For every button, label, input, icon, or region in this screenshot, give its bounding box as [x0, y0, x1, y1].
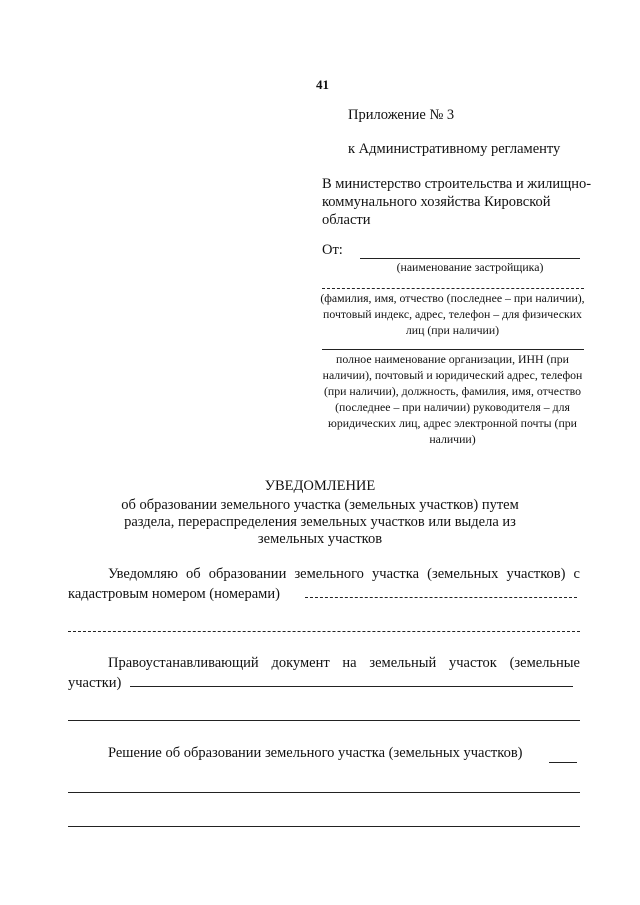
appendix-title: Приложение № 3	[348, 107, 455, 123]
cadastral-number-line[interactable]	[305, 597, 577, 598]
from-label: От:	[322, 242, 343, 258]
decision-short-line[interactable]	[549, 762, 577, 763]
notice-subtitle	[0, 497, 640, 548]
developer-caption: (наименование застройщика)	[396, 260, 544, 274]
notice-subtitle-text: об образовании земельного участка (земельных участков) путем раздела, перераспределения земельных участков или выдела из земельных участков	[121, 497, 519, 547]
appendix-subtitle: к Административному регламенту	[348, 141, 561, 157]
organization-caption: полное наименование организации, ИНН (при наличии), почтовый и юридический адрес, телефон (при наличии), должность, фамилия, имя, отчество (последнее – при наличии) руководителя – для юридических лиц, адрес электронной почты (при наличии)	[322, 352, 583, 446]
organization-info-line[interactable]	[322, 349, 584, 350]
addressee: В министерство строительства и жилищно-коммунального хозяйства Кировской области	[322, 176, 592, 228]
cadastral-extra-line[interactable]	[68, 631, 580, 632]
decision-field	[68, 743, 580, 763]
title-document-field	[68, 653, 580, 693]
decision-line-2[interactable]	[68, 826, 580, 827]
title-document-line[interactable]	[130, 686, 573, 687]
decision-label: Решение об образовании земельного участка (земельных участков)	[108, 745, 523, 761]
cadastral-label: Уведомляю об образовании земельного участка (земельных участков) с кадастровым номером (номерами)	[68, 566, 580, 602]
title-document-label: Правоустанавливающий документ на земельный участок (земельные участки)	[68, 655, 580, 691]
decision-line-1[interactable]	[68, 792, 580, 793]
individual-info-line[interactable]	[322, 288, 584, 289]
cadastral-field	[68, 564, 580, 604]
notice-title: УВЕДОМЛЕНИЕ	[264, 478, 376, 494]
page-number: 41	[316, 77, 329, 92]
individual-caption: (фамилия, имя, отчество (последнее – при наличии), почтовый индекс, адрес, телефон – для физических лиц (при наличии)	[320, 291, 585, 337]
title-document-extra-line[interactable]	[68, 720, 580, 721]
